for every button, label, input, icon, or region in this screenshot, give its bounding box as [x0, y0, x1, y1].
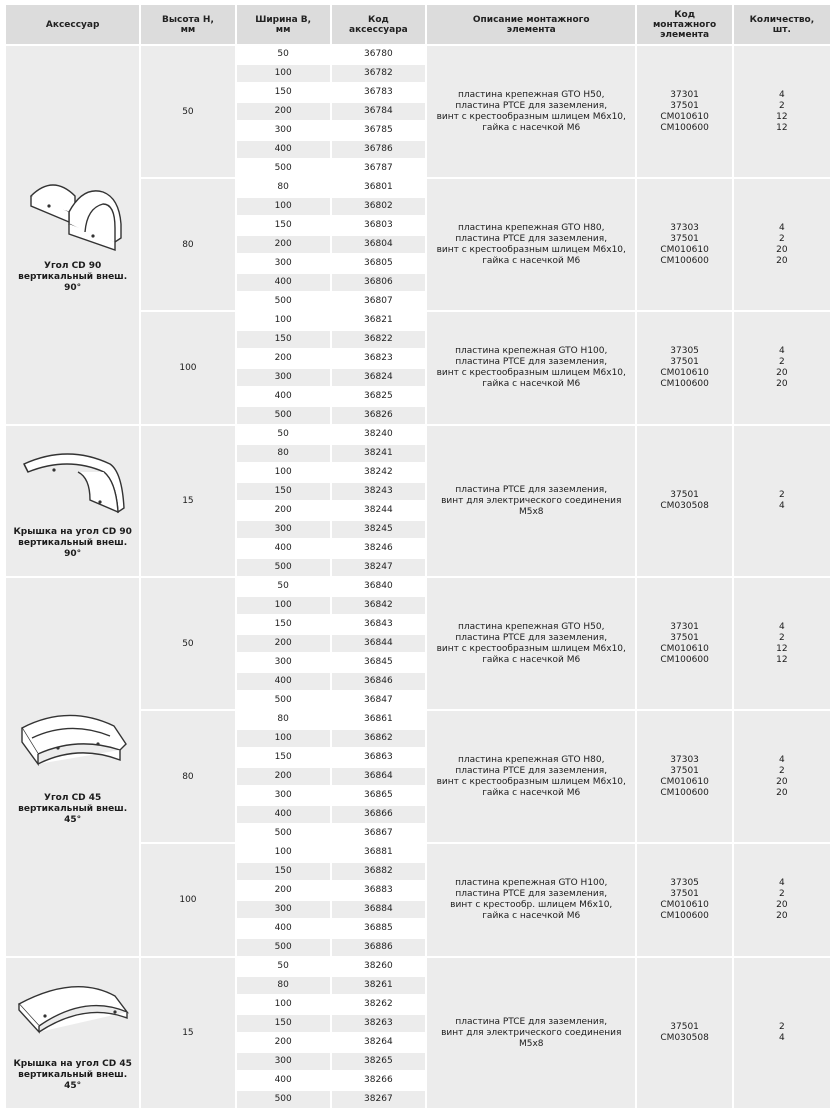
accessory-code-cell: 38260	[332, 958, 425, 975]
width-cell: 300	[237, 901, 330, 918]
quantity-cell-line: 4	[778, 89, 785, 100]
description-cell-line: пластина крепежная GTO H100,	[455, 346, 608, 356]
header-accessory: Аксессуар	[6, 5, 139, 44]
accessory-code-cell: 36882	[332, 863, 425, 880]
mount-code-cell-line: CM030508	[660, 1033, 709, 1043]
mount-code-cell-line: CM100600	[660, 122, 709, 133]
quantity-cell-line: 2	[778, 889, 785, 899]
accessory-code-cell: 36842	[332, 597, 425, 614]
table-row	[6, 578, 830, 595]
description-cell	[427, 426, 636, 576]
width-cell: 300	[237, 521, 330, 538]
description-cell-line: M5x8	[518, 506, 544, 517]
header-description: Описание монтажного элемента	[427, 5, 636, 44]
width-cell: 100	[237, 464, 330, 481]
accessory-code-cell: 36782	[332, 65, 425, 82]
header-quantity: Количество, шт.	[734, 5, 830, 44]
width-cell: 300	[237, 1053, 330, 1070]
mount-code-cell-line: 37303	[670, 754, 699, 765]
corner-cd90-icon	[6, 176, 139, 259]
accessory-code-cell: 38244	[332, 502, 425, 519]
description-cell	[427, 844, 636, 956]
accessory-code-cell: 36866	[332, 806, 425, 823]
width-cell: 300	[237, 255, 330, 272]
mount-code-cell-line: CM010610	[660, 111, 709, 122]
description-cell-line: пластина PTCE для заземления,	[455, 357, 608, 367]
width-cell: 100	[237, 597, 330, 614]
quantity-cell-line: 20	[776, 900, 788, 910]
cover-cd90-icon	[6, 442, 139, 525]
accessory-code-cell: 38243	[332, 483, 425, 500]
accessory-code-cell: 38262	[332, 996, 425, 1013]
description-cell-line: винт с крестообразным шлицем M6x10,	[436, 643, 626, 654]
accessory-code-cell: 36804	[332, 236, 425, 253]
width-cell: 100	[237, 312, 330, 329]
accessory-code-cell: 36823	[332, 350, 425, 367]
accessory-code-cell: 36885	[332, 920, 425, 937]
description-cell	[427, 958, 636, 1108]
description-cell-line: винт с крестообразным шлицем M6x10,	[436, 244, 626, 255]
accessory-code-cell: 36886	[332, 939, 425, 956]
width-cell: 50	[237, 578, 330, 595]
quantity-cell-line: 20	[776, 787, 788, 798]
description-cell-line: гайка с насечкой M6	[482, 654, 581, 665]
description-cell-line: гайка с насечкой M6	[482, 255, 581, 266]
quantity-cell-line: 2	[778, 233, 785, 244]
mount-code-cell-line: CM100600	[660, 911, 709, 921]
description-cell-line: пластина крепежная GTO H50,	[457, 621, 605, 632]
mount-code-cell-line: 37501	[670, 889, 699, 899]
mount-code-cell	[637, 312, 731, 424]
width-cell: 200	[237, 1034, 330, 1051]
header-mount-code: Код монтажного элемента	[637, 5, 731, 44]
quantity-cell-line: 20	[776, 255, 788, 266]
quantity-cell-line: 12	[776, 111, 788, 122]
width-cell: 80	[237, 179, 330, 196]
width-cell: 500	[237, 559, 330, 576]
description-cell-line: пластина PTCE для заземления,	[455, 889, 608, 899]
quantity-cell-line: 4	[778, 1033, 785, 1043]
accessory-cell	[6, 578, 139, 956]
table-row	[6, 426, 830, 443]
width-cell: 200	[237, 768, 330, 785]
accessory-code-cell: 38245	[332, 521, 425, 538]
description-cell	[427, 312, 636, 424]
accessory-code-cell: 36883	[332, 882, 425, 899]
accessory-code-cell: 36845	[332, 654, 425, 671]
mount-code-cell-line: 37303	[670, 222, 699, 233]
description-cell-line: пластина PTCE для заземления,	[455, 100, 608, 111]
description-cell	[427, 711, 636, 842]
width-cell: 200	[237, 350, 330, 367]
accessory-code-cell: 36846	[332, 673, 425, 690]
quantity-cell-line: 20	[776, 911, 788, 921]
description-cell-line: пластина PTCE для заземления,	[455, 632, 608, 643]
mount-code-cell	[637, 46, 731, 177]
width-cell: 200	[237, 236, 330, 253]
width-cell: 300	[237, 369, 330, 386]
width-cell: 400	[237, 673, 330, 690]
height-cell: 80	[141, 711, 234, 842]
accessory-code-cell: 36865	[332, 787, 425, 804]
width-cell: 300	[237, 122, 330, 139]
corner-cd45-icon	[6, 708, 139, 791]
mount-code-cell	[637, 426, 731, 576]
accessory-cell	[6, 46, 139, 424]
mount-code-cell-line: CM010610	[660, 368, 709, 378]
mount-code-cell-line: CM030508	[660, 501, 709, 511]
accessory-code-cell: 38263	[332, 1015, 425, 1032]
quantity-cell	[734, 46, 830, 177]
width-cell: 200	[237, 882, 330, 899]
header-row	[6, 5, 830, 44]
height-cell: 100	[141, 312, 234, 424]
accessory-code-cell: 36844	[332, 635, 425, 652]
width-cell: 500	[237, 939, 330, 956]
width-cell: 150	[237, 616, 330, 633]
table-row	[6, 958, 830, 975]
width-cell: 300	[237, 654, 330, 671]
quantity-cell-line: 20	[776, 776, 788, 787]
accessory-code-cell: 38264	[332, 1034, 425, 1051]
mount-code-cell-line: CM100600	[660, 379, 709, 389]
accessory-code-cell: 36884	[332, 901, 425, 918]
description-cell-line: пластина крепежная GTO H100,	[455, 878, 608, 888]
width-cell: 200	[237, 635, 330, 652]
width-cell: 300	[237, 787, 330, 804]
quantity-cell-line: 2	[778, 100, 785, 111]
mount-code-cell-line: CM010610	[660, 900, 709, 910]
description-cell-line: гайка с насечкой M6	[482, 787, 581, 798]
mount-code-cell-line: 37501	[670, 765, 699, 776]
accessory-code-cell: 38267	[332, 1091, 425, 1108]
quantity-cell-line: 2	[778, 490, 785, 500]
mount-code-cell-line: 37305	[670, 346, 699, 356]
description-cell	[427, 179, 636, 310]
accessory-code-cell: 36783	[332, 84, 425, 101]
quantity-cell-line: 12	[776, 122, 788, 133]
accessory-code-cell: 38241	[332, 445, 425, 462]
accessory-code-cell: 36824	[332, 369, 425, 386]
description-cell-line: винт с крестообр. шлицем M6x10,	[450, 900, 613, 910]
width-cell: 200	[237, 502, 330, 519]
width-cell: 50	[237, 958, 330, 975]
description-cell	[427, 578, 636, 709]
accessory-code-cell: 36847	[332, 692, 425, 709]
width-cell: 200	[237, 103, 330, 120]
accessory-code-cell: 36785	[332, 122, 425, 139]
accessory-name: Угол CD 45 вертикальный внеш. 45°	[18, 793, 128, 825]
width-cell: 80	[237, 711, 330, 728]
width-cell: 50	[237, 426, 330, 443]
width-cell: 100	[237, 996, 330, 1013]
accessory-code-cell: 38240	[332, 426, 425, 443]
mount-code-cell-line: 37501	[670, 233, 699, 244]
height-cell: 15	[141, 958, 234, 1108]
description-cell-line: пластина PTCE для заземления,	[455, 233, 608, 244]
mount-code-cell-line: 37501	[670, 490, 699, 500]
height-cell: 50	[141, 578, 234, 709]
quantity-cell-line: 4	[778, 878, 785, 888]
mount-code-cell-line: 37301	[670, 89, 699, 100]
accessory-code-cell: 36805	[332, 255, 425, 272]
mount-code-cell-line: 37501	[670, 357, 699, 367]
accessory-code-cell: 36861	[332, 711, 425, 728]
quantity-cell	[734, 711, 830, 842]
mount-code-cell-line: 37501	[670, 1022, 699, 1032]
description-cell	[427, 46, 636, 177]
accessory-name: Крышка на угол CD 45 вертикальный внеш. 45°	[13, 1059, 132, 1091]
accessory-code-cell: 36784	[332, 103, 425, 120]
accessory-code-cell: 38247	[332, 559, 425, 576]
header-code: Код аксессуара	[332, 5, 425, 44]
quantity-cell-line: 4	[778, 501, 785, 511]
mount-code-cell-line: CM010610	[660, 643, 709, 654]
quantity-cell	[734, 179, 830, 310]
table-body	[6, 46, 830, 1108]
width-cell: 80	[237, 977, 330, 994]
height-cell: 50	[141, 46, 234, 177]
description-cell-line: M5x8	[518, 1038, 544, 1049]
accessory-code-cell: 36864	[332, 768, 425, 785]
accessory-code-cell: 36802	[332, 198, 425, 215]
accessory-name: Крышка на угол CD 90 вертикальный внеш. 90°	[13, 527, 132, 559]
width-cell: 500	[237, 825, 330, 842]
description-cell-line: пластина крепежная GTO H80,	[457, 222, 605, 233]
accessory-code-cell: 36825	[332, 388, 425, 405]
width-cell: 150	[237, 749, 330, 766]
quantity-cell-line: 12	[776, 643, 788, 654]
description-cell-line: винт с крестообразным шлицем M6x10,	[436, 368, 626, 378]
accessory-name: Угол CD 90 вертикальный внеш. 90°	[18, 261, 128, 293]
accessory-code-cell: 38246	[332, 540, 425, 557]
accessory-code-cell: 36786	[332, 141, 425, 158]
width-cell: 400	[237, 274, 330, 291]
width-cell: 150	[237, 84, 330, 101]
accessory-code-cell: 36806	[332, 274, 425, 291]
quantity-cell-line: 2	[778, 1022, 785, 1032]
description-cell-line: винт для электрического соединения	[441, 495, 622, 506]
accessory-code-cell: 38242	[332, 464, 425, 481]
width-cell: 150	[237, 331, 330, 348]
width-cell: 150	[237, 863, 330, 880]
accessory-cell	[6, 426, 139, 576]
description-cell-line: пластина PTCE для заземления,	[455, 484, 608, 495]
width-cell: 400	[237, 141, 330, 158]
description-cell-line: пластина крепежная GTO H50,	[457, 89, 605, 100]
accessory-code-cell: 36826	[332, 407, 425, 424]
width-cell: 100	[237, 730, 330, 747]
accessory-code-cell: 36822	[332, 331, 425, 348]
quantity-cell-line: 20	[776, 244, 788, 255]
width-cell: 500	[237, 407, 330, 424]
width-cell: 80	[237, 445, 330, 462]
mount-code-cell-line: 37305	[670, 878, 699, 888]
accessory-code-cell: 36840	[332, 578, 425, 595]
quantity-cell-line: 2	[778, 357, 785, 367]
quantity-cell-line: 12	[776, 654, 788, 665]
mount-code-cell-line: 37501	[670, 632, 699, 643]
accessories-table	[4, 3, 832, 1110]
accessory-code-cell: 38265	[332, 1053, 425, 1070]
description-cell-line: гайка с насечкой M6	[482, 122, 581, 133]
quantity-cell-line: 4	[778, 222, 785, 233]
width-cell: 400	[237, 388, 330, 405]
accessory-cell	[6, 958, 139, 1108]
mount-code-cell-line: CM010610	[660, 776, 709, 787]
mount-code-cell-line: CM100600	[660, 255, 709, 266]
quantity-cell	[734, 844, 830, 956]
quantity-cell-line: 20	[776, 379, 788, 389]
accessory-code-cell: 36780	[332, 46, 425, 63]
table-row	[6, 46, 830, 63]
mount-code-cell	[637, 844, 731, 956]
quantity-cell-line: 4	[778, 346, 785, 356]
mount-code-cell-line: 37501	[670, 100, 699, 111]
quantity-cell-line: 4	[778, 621, 785, 632]
width-cell: 500	[237, 1091, 330, 1108]
description-cell-line: винт с крестообразным шлицем M6x10,	[436, 776, 626, 787]
quantity-cell	[734, 426, 830, 576]
mount-code-cell	[637, 578, 731, 709]
mount-code-cell-line: 37301	[670, 621, 699, 632]
width-cell: 500	[237, 160, 330, 177]
height-cell: 80	[141, 179, 234, 310]
width-cell: 400	[237, 1072, 330, 1089]
quantity-cell	[734, 578, 830, 709]
description-cell-line: гайка с насечкой M6	[482, 911, 581, 921]
accessory-code-cell: 36862	[332, 730, 425, 747]
accessory-code-cell: 36801	[332, 179, 425, 196]
quantity-cell-line: 4	[778, 754, 785, 765]
accessory-code-cell: 36787	[332, 160, 425, 177]
mount-code-cell-line: CM100600	[660, 654, 709, 665]
description-cell-line: пластина PTCE для заземления,	[455, 765, 608, 776]
cover-cd45-icon	[6, 974, 139, 1057]
mount-code-cell-line: CM100600	[660, 787, 709, 798]
width-cell: 500	[237, 692, 330, 709]
accessory-code-cell: 36821	[332, 312, 425, 329]
accessory-code-cell: 36863	[332, 749, 425, 766]
quantity-cell-line: 2	[778, 632, 785, 643]
mount-code-cell-line: CM010610	[660, 244, 709, 255]
quantity-cell-line: 20	[776, 368, 788, 378]
accessory-code-cell: 36867	[332, 825, 425, 842]
mount-code-cell	[637, 711, 731, 842]
description-cell-line: винт для электрического соединения	[441, 1027, 622, 1038]
width-cell: 400	[237, 806, 330, 823]
description-cell-line: пластина PTCE для заземления,	[455, 1016, 608, 1027]
accessory-code-cell: 36803	[332, 217, 425, 234]
quantity-cell-line: 2	[778, 765, 785, 776]
width-cell: 100	[237, 844, 330, 861]
accessory-code-cell: 36881	[332, 844, 425, 861]
quantity-cell	[734, 958, 830, 1108]
width-cell: 400	[237, 540, 330, 557]
width-cell: 500	[237, 293, 330, 310]
width-cell: 100	[237, 65, 330, 82]
description-cell-line: гайка с насечкой M6	[482, 379, 581, 389]
width-cell: 150	[237, 1015, 330, 1032]
accessory-code-cell: 38261	[332, 977, 425, 994]
width-cell: 400	[237, 920, 330, 937]
description-cell-line: винт с крестообразным шлицем M6x10,	[436, 111, 626, 122]
accessory-code-cell: 38266	[332, 1072, 425, 1089]
width-cell: 50	[237, 46, 330, 63]
width-cell: 150	[237, 217, 330, 234]
width-cell: 100	[237, 198, 330, 215]
description-cell-line: пластина крепежная GTO H80,	[457, 754, 605, 765]
height-cell: 100	[141, 844, 234, 956]
accessory-code-cell: 36843	[332, 616, 425, 633]
height-cell: 15	[141, 426, 234, 576]
header-width: Ширина B, мм	[237, 5, 330, 44]
mount-code-cell	[637, 958, 731, 1108]
width-cell: 150	[237, 483, 330, 500]
quantity-cell	[734, 312, 830, 424]
mount-code-cell	[637, 179, 731, 310]
header-height: Высота H, мм	[141, 5, 234, 44]
accessory-code-cell: 36807	[332, 293, 425, 310]
